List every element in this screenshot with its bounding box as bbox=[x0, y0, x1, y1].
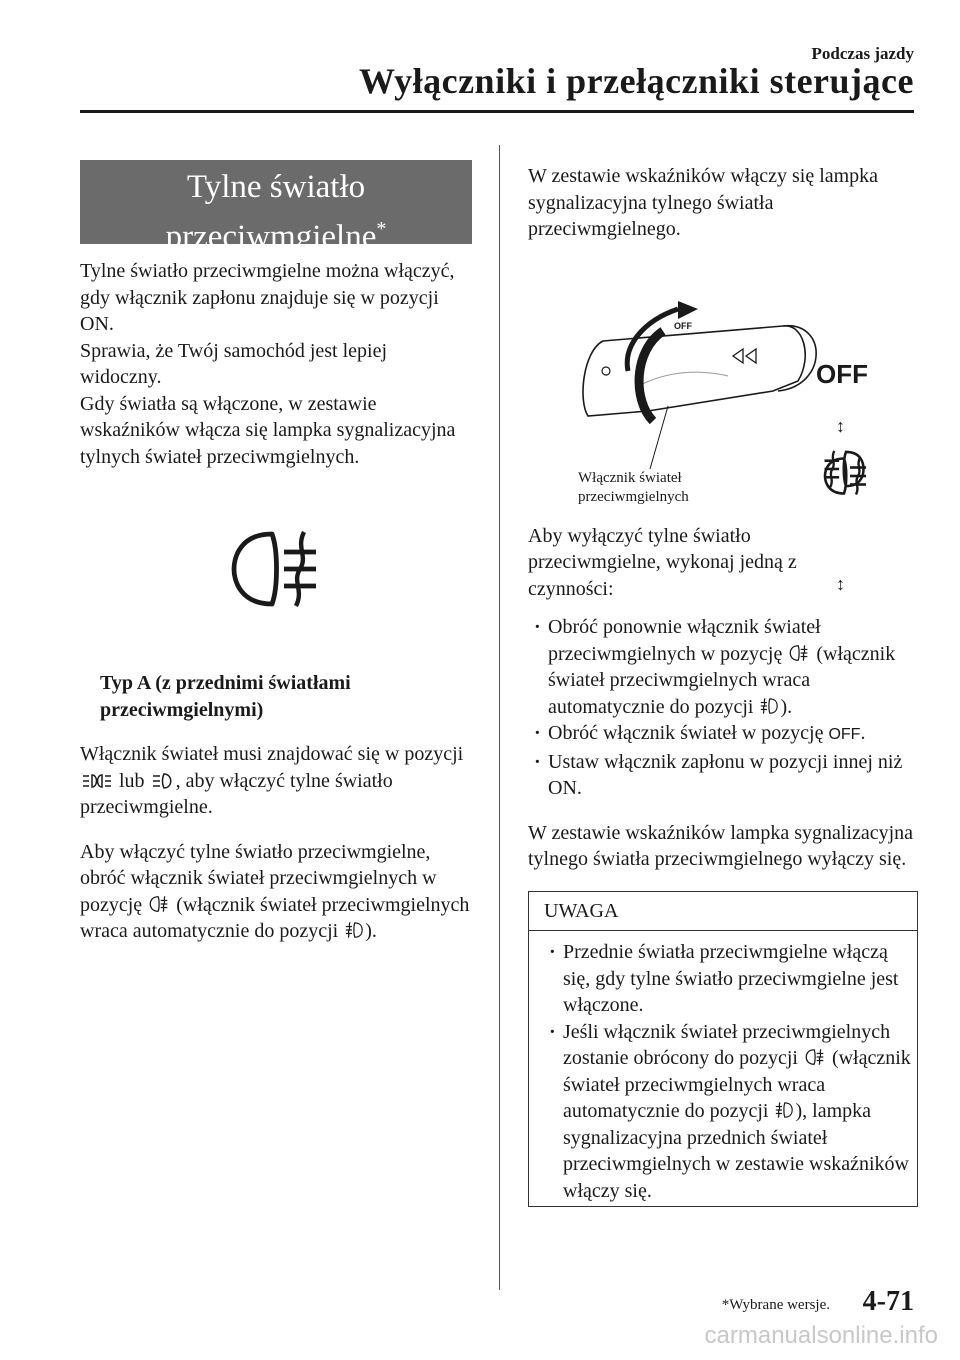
indicator-on-paragraph: W zestawie wskaźników włączy się lampka sygnalizacyjna tylnego światła przeciwmgielnego. bbox=[528, 165, 879, 240]
rear-fog-light-icon bbox=[228, 528, 324, 610]
turn-on-paragraph: Aby włączyć tylne światło przeciwmgielne, obróć włącznik świateł przeciwmgielnych w pozycję (włącznik świateł przeciwmgielnych wraca automatycznie do pozycji ). bbox=[80, 840, 470, 942]
front-fog-light-icon bbox=[345, 920, 363, 940]
right-column bbox=[528, 163, 918, 1207]
off-label: OFF bbox=[816, 358, 868, 389]
intro-paragraph-2: Sprawia, że Twój samochód jest lepiej widoczny. bbox=[80, 339, 388, 388]
list-item: · Przednie światła przeciwmgielne włączą się, gdy tylne światło przeciwmgielne jest włączone. bbox=[529, 939, 917, 1019]
header-title: Wyłączniki i przełączniki sterujące bbox=[358, 61, 914, 101]
note-body bbox=[529, 931, 917, 1206]
turn-off-intro: Aby wyłączyć tylne światło przeciwmgielne, wykonaj jedną z czynności: bbox=[528, 524, 797, 600]
arrow-up-down-icon: ↕ bbox=[836, 574, 845, 594]
list-item: · Ustaw włącznik zapłonu w pozycji innej niż ON. bbox=[528, 749, 918, 802]
switch-position-paragraph: Włącznik świateł musi znajdować się w pozycji lub , aby włączyć tylne światło przeciwmgielne. bbox=[80, 743, 464, 818]
intro-paragraph-3: Gdy światła są włączone, w zestawie wskaźników włącza się lampka sygnalizacyjna tylnych świateł przeciwmgielnych. bbox=[80, 392, 456, 468]
header-section: Podczas jazdy bbox=[811, 44, 914, 63]
section-title-box bbox=[80, 160, 472, 255]
headlight-icon bbox=[152, 772, 174, 790]
rear-fog-light-icon bbox=[822, 455, 870, 497]
front-fog-light-icon bbox=[775, 1100, 793, 1120]
column-divider bbox=[499, 145, 500, 1290]
header-rule bbox=[80, 110, 914, 113]
indicator-off-paragraph: W zestawie wskaźników lampka sygnalizacyjna tylnego światła przeciwmgielnego wyłączy się. bbox=[528, 821, 914, 870]
section-title-line1: Tylne światło bbox=[186, 169, 366, 205]
page-number: 4-71 bbox=[862, 1286, 914, 1317]
parking-light-icon bbox=[82, 772, 112, 790]
subheading-type-a: Typ A (z przednimi światłami przeciwmgielnymi) bbox=[100, 672, 351, 721]
front-fog-light-icon bbox=[760, 696, 778, 716]
rear-fog-light-icon bbox=[789, 643, 809, 663]
note-list bbox=[529, 939, 917, 1204]
note-box bbox=[528, 891, 918, 1208]
fog-switch-caption: Włącznik świateł przeciwmgielnych bbox=[578, 469, 689, 505]
footnote: *Wybrane wersje. bbox=[721, 1297, 830, 1313]
left-column bbox=[80, 160, 472, 963]
list-item: · Obróć ponownie włącznik świateł przeciwmgielnych w pozycję (włącznik świateł przeciwmgielnych wraca automatycznie do pozycji ). bbox=[528, 614, 918, 720]
turn-off-list bbox=[528, 614, 918, 802]
rear-fog-light-icon bbox=[805, 1047, 825, 1067]
svg-text:OFF: OFF bbox=[674, 320, 692, 331]
arrow-up-down-icon: ↕ bbox=[836, 415, 845, 436]
list-item: · Jeśli włącznik świateł przeciwmgielnych zostanie obrócony do pozycji (włącznik świateł przeciwmgielnych wraca automatycznie do pozycji ), lampka sygnalizacyjna przednich świateł przeciwmgielnych w zestawie wskaźników włączy się. bbox=[529, 1019, 917, 1205]
note-title: UWAGA bbox=[529, 892, 917, 932]
optional-mark: * bbox=[376, 218, 387, 240]
section-title-line2: przeciwmgielne* bbox=[165, 218, 387, 255]
watermark: carmanualsonline.info bbox=[704, 1322, 938, 1349]
intro-paragraph: Tylne światło przeciwmgielne można włączyć, gdy włącznik zapłonu znajduje się w pozycji ON. bbox=[80, 260, 455, 335]
rear-fog-light-icon bbox=[149, 894, 169, 914]
list-item: · Obróć włącznik świateł w pozycję OFF. bbox=[528, 720, 918, 749]
